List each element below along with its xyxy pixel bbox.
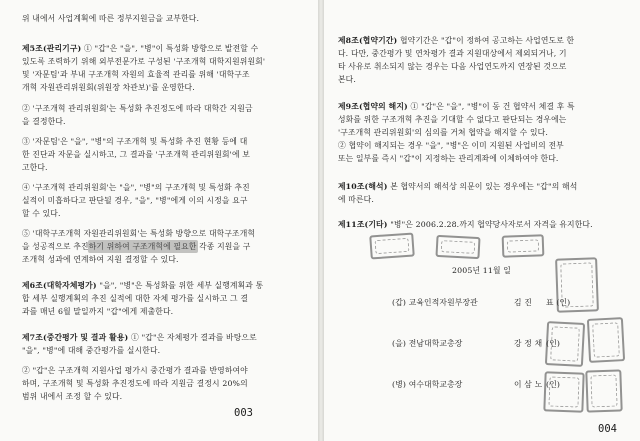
article-7-line: 제7조(중간평가 및 결과 활용) ① "갑"은 자체평가 결과를 바탕으로: [22, 333, 257, 342]
text-line: ② "갑"은 구조개혁 지원사업 평가시 중간평가 결과를 반영하여야: [22, 366, 248, 375]
text-line: 위 내에서 사업계획에 따른 정부지원금을 교부한다.: [22, 14, 200, 23]
university-seal: [587, 317, 625, 363]
article-8-heading: 제8조(협약기간): [338, 36, 398, 45]
article-5-heading: 제5조(관리기구): [22, 44, 82, 53]
date-line: 2005년 11월 일: [452, 266, 511, 275]
signatory-name: 이 삼 노: [514, 380, 543, 389]
article-7-heading: 제7조(중간평가 및 결과 활용): [22, 333, 129, 342]
page-number: 004: [598, 423, 617, 435]
contract-seal: [369, 232, 415, 259]
text-line: 타 사유로 취소되지 않는 경우는 다음 사업연도까지 연장된 것으로: [338, 62, 567, 71]
signatory-label: (병) 여수대학교총장: [392, 380, 463, 389]
text-line: 본다.: [338, 75, 356, 84]
signatory-seal-mark: (인): [546, 380, 561, 389]
signatory-label: (갑) 교육인적자원부장관: [392, 298, 478, 307]
article-5-line: 제5조(관리기구) ① "갑"은 "을", "병"이 특성화 방향으로 발전할 수: [22, 44, 259, 53]
text-line: 을 결정한다.: [22, 117, 66, 126]
article-11-heading: 제11조(기타): [338, 220, 388, 229]
text-line: 개혁 자원관리위원회(위원장 차관보)'를 운영한다.: [22, 83, 195, 92]
text-line: 하며, 구조개혁 및 특성화 추진정도에 따라 지원금 결정시 20%의: [22, 379, 248, 388]
text-line: 성화를 위한 구조개혁 추진을 기대할 수 없다고 판단되는 경우에는: [338, 115, 567, 124]
university-seal: [543, 371, 584, 412]
text-line: 있도록 조력하기 위해 외부전문가로 구성된 '구조개혁 대학지원위원회': [22, 57, 266, 66]
text-line: 에 따른다.: [338, 195, 374, 204]
article-6-heading: 제6조(대학자체평가): [22, 281, 97, 290]
contract-seal: [502, 234, 545, 257]
article-8-line: 제8조(협약기간) 협약기간은 "갑"이 정하여 공고하는 사업연도로 한: [338, 36, 575, 45]
text-line: 실적이 미흡하다고 판단될 경우, "을", "병"에게 이의 시정을 요구: [22, 196, 248, 205]
university-seal: [585, 369, 622, 412]
text-line: 범위 내에서 조정 할 수 있다.: [22, 392, 123, 401]
text-line: 할 수 있다.: [22, 209, 61, 218]
article-10-line: 제10조(해석) 본 협약서의 해석상 의문이 있는 경우에는 "갑"의 해석: [338, 182, 578, 191]
official-seal: [555, 257, 599, 312]
text-line: ② '구조개혁 관리위원회'는 특성화 추진정도에 따라 대학간 지원금: [22, 104, 253, 113]
text-line: 다. 다만, 중간평가 및 연차평가 결과 지원대상에서 제외되거나, 기: [338, 49, 567, 58]
text-line: 고한다.: [22, 163, 48, 172]
text-line: 및 '자문팀'과 부내 구조개혁 자원의 효율적 관리를 위해 '대학구조: [22, 70, 250, 79]
text-line: 과를 매년 6월 말일까지 "갑"에게 제출한다.: [22, 307, 174, 316]
page-number: 003: [234, 407, 253, 419]
signatory-label: (을) 전남대학교총장: [392, 339, 463, 348]
text-line: 한 진단과 자문을 실시하고, 그 결과를 '구조개혁 관리위원회'에 보: [22, 150, 250, 159]
text-line: 또는 일부를 즉시 "갑"이 지정하는 관리계좌에 이체하여야 한다.: [338, 154, 559, 163]
text-line: 합 세부 실행계획의 추진 실적에 대한 자체 평가를 실시하고 그 결: [22, 294, 249, 303]
article-11-line: 제11조(기타) "병"은 2006.2.28.까지 협약당사자로서 자격을 유지한다.: [338, 220, 593, 229]
text-line: ③ '자문팀'은 "을", "병"의 구조개혁 및 특성화 추진 현황 등에 대: [22, 137, 248, 146]
article-6-line: 제6조(대학자체평가) "을", "병"은 특성화를 위한 세부 실행계획과 통: [22, 281, 264, 290]
stamp-smudge: [88, 240, 198, 253]
left-page: [0, 0, 318, 441]
text-line: "을", "병"에 대해 중간평가를 실시한다.: [22, 346, 161, 355]
article-9-heading: 제9조(협약의 해지): [338, 102, 408, 111]
signatory-name: 김 진: [514, 298, 532, 307]
text-line: 조개혁 성과에 연계하여 지원 결정할 수 있다.: [22, 255, 179, 264]
article-10-heading: 제10조(해석): [338, 182, 388, 191]
right-page: [324, 0, 640, 441]
contract-seal: [435, 235, 480, 259]
text-line: '구조개혁 관리위원회'의 심의를 거쳐 협약을 해지할 수 있다.: [338, 128, 548, 137]
text-line: ⑤ '대학구조개혁 자원관리위원회'는 특성화 방향으로 대학구조개혁: [22, 229, 256, 238]
signatory-seal-mark: (인): [546, 339, 561, 348]
signatory-name: 강 정 채: [514, 339, 543, 348]
text-line: 을 성공적으로 추진하기 위하여 구조개혁에 필요한 각종 지원을 구: [22, 242, 251, 251]
text-line: ② 협약이 해지되는 경우 "을", "병"은 이미 지원된 사업비의 전부: [338, 141, 564, 150]
text-line: ④ '구조개혁 관리위원회'는 "을", "병"의 구조개혁 및 특성화 추진: [22, 183, 250, 192]
university-seal: [545, 321, 585, 367]
signatory-seal-mark: 표 (인): [546, 298, 571, 307]
article-9-line: 제9조(협약의 해지) ① "갑"은 "을", "병"이 동 건 협약서 체결 후 특: [338, 102, 575, 111]
